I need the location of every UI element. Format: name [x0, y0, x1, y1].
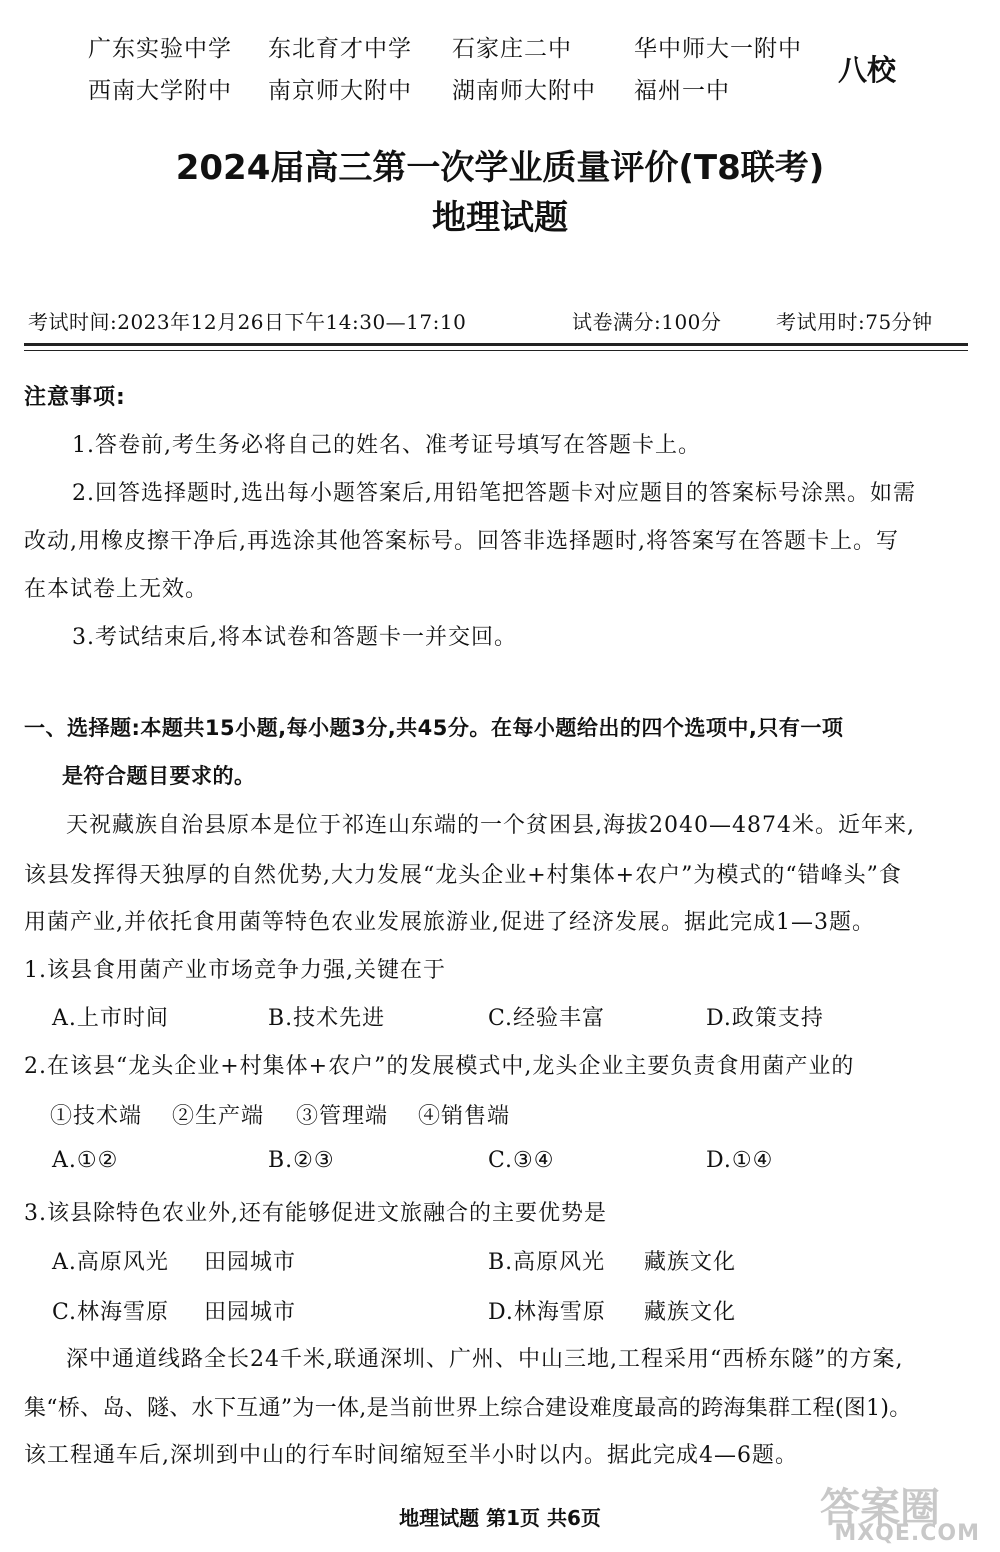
option-a: A.①② [52, 1148, 119, 1173]
passage-line: 该工程通车后,深圳到中山的行车时间缩短至半小时以内。据此完成4—6题。 [24, 1443, 798, 1468]
option-c: C.③④ [488, 1148, 555, 1173]
notice-item: 2.回答选择题时,选出每小题答案后,用铅笔把答题卡对应题目的答案标号涂黑。如需 [72, 481, 916, 506]
passage-line: 集“桥、岛、隧、水下互通”为一体,是当前世界上综合建设难度最高的跨海集群工程(图1)。 [24, 1396, 912, 1421]
notice-item: 在本试卷上无效。 [24, 577, 209, 602]
passage-line: 用菌产业,并依托食用菌等特色农业发展旅游业,促进了经济发展。据此完成1—3题。 [24, 910, 875, 935]
divider-thin [24, 350, 968, 351]
passage-line: 天祝藏族自治县原本是位于祁连山东端的一个贫困县,海拔2040—4874米。近年来, [66, 813, 915, 838]
option-b: B.②③ [268, 1148, 335, 1173]
exam-time: 考试时间:2023年12月26日下午14:30—17:10 [28, 310, 467, 334]
passage-line: 该县发挥得天独厚的自然优势,大力发展“龙头企业+村集体+农户”为模式的“错峰头”食 [24, 863, 902, 888]
option-a: A.上市时间 [52, 1006, 169, 1031]
school-name: 南京师大附中 [268, 78, 412, 104]
notice-item: 3.考试结束后,将本试卷和答题卡一并交回。 [72, 625, 517, 650]
option-a: A.高原风光 [52, 1250, 169, 1275]
sub-item: ①技术端 [50, 1104, 143, 1129]
watermark [810, 1476, 980, 1546]
watermark-logo-text: 答案圈 [820, 1485, 940, 1531]
school-name: 福州一中 [634, 78, 730, 104]
page-footer: 地理试题 第1页 共6页 [399, 1506, 601, 1530]
school-name: 西南大学附中 [88, 78, 232, 104]
passage-line: 深中通道线路全长24千米,联通深圳、广州、中山三地,工程采用“西桥东隧”的方案, [66, 1347, 904, 1372]
question-stem: 2.在该县“龙头企业+村集体+农户”的发展模式中,龙头企业主要负责食用菌产业的 [24, 1054, 855, 1079]
option-d: D.林海雪原 [488, 1300, 606, 1325]
option-c-part: 田园城市 [204, 1300, 297, 1325]
option-b: B.高原风光 [488, 1250, 606, 1275]
question-stem: 1.该县食用菌产业市场竞争力强,关键在于 [24, 958, 446, 983]
school-group-label: 八校 [838, 53, 897, 87]
notice-item: 改动,用橡皮擦干净后,再选涂其他答案标号。回答非选择题时,将答案写在答题卡上。写 [24, 529, 899, 554]
school-name: 广东实验中学 [88, 36, 232, 62]
option-d-part: 藏族文化 [644, 1300, 737, 1325]
option-c: C.林海雪原 [52, 1300, 170, 1325]
option-a-part: 田园城市 [204, 1250, 297, 1275]
school-name: 东北育才中学 [268, 36, 412, 62]
section-heading-line: 一、选择题:本题共15小题,每小题3分,共45分。在每小题给出的四个选项中,只有一项 [24, 716, 844, 740]
school-name: 湖南师大附中 [452, 78, 596, 104]
full-score: 试卷满分:100分 [572, 310, 722, 334]
notice-item: 1.答卷前,考生务必将自己的姓名、准考证号填写在答题卡上。 [72, 433, 701, 458]
question-stem: 3.该县除特色农业外,还有能够促进文旅融合的主要优势是 [24, 1201, 607, 1226]
option-b-part: 藏族文化 [644, 1250, 737, 1275]
notice-heading: 注意事项: [24, 385, 126, 410]
sub-item: ②生产端 [172, 1104, 265, 1129]
exam-title: 2024届高三第一次学业质量评价(T8联考) [175, 148, 825, 188]
exam-duration: 考试用时:75分钟 [776, 310, 933, 334]
option-d: D.政策支持 [706, 1006, 824, 1031]
option-c: C.经验丰富 [488, 1006, 606, 1031]
option-b: B.技术先进 [268, 1006, 386, 1031]
option-d: D.①④ [706, 1148, 774, 1173]
sub-item: ③管理端 [296, 1104, 389, 1129]
sub-item: ④销售端 [418, 1104, 511, 1129]
school-name: 华中师大一附中 [634, 36, 802, 62]
divider-thick [24, 343, 968, 346]
subject-title: 地理试题 [432, 198, 568, 238]
section-heading-line: 是符合题目要求的。 [62, 764, 256, 788]
watermark-url: MXQE.COM [834, 1521, 980, 1546]
school-name: 石家庄二中 [452, 36, 572, 62]
